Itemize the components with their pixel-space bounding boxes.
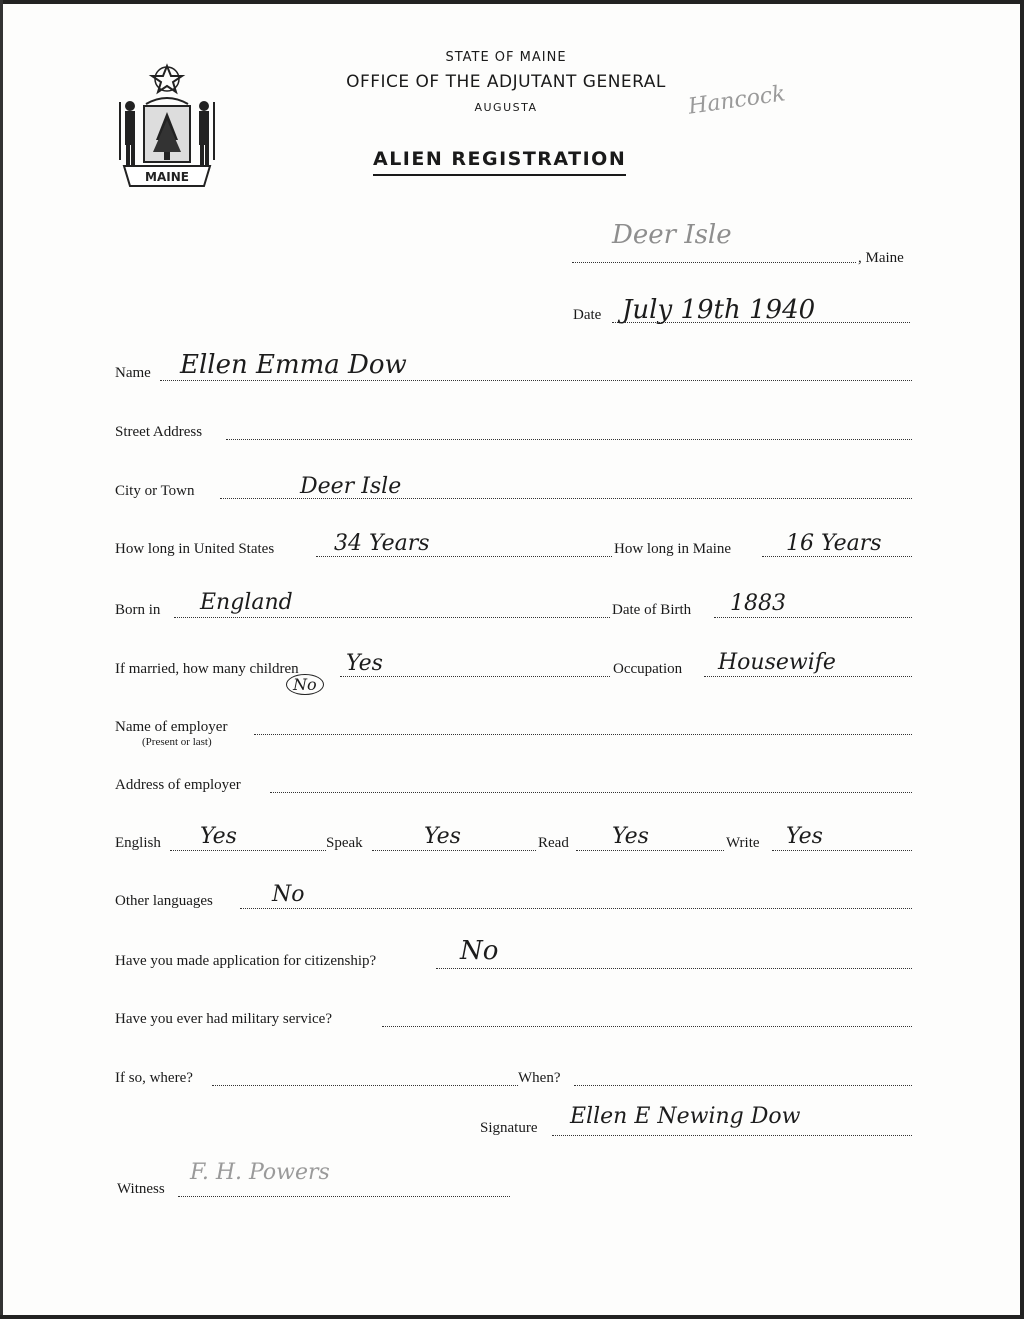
- witness-label: Witness: [117, 1181, 165, 1197]
- speak-label: Speak: [326, 835, 363, 851]
- header-state: STATE OF MAINE: [445, 50, 567, 65]
- english-line: [170, 850, 326, 851]
- signature-line: [552, 1135, 912, 1136]
- children-label: If married, how many children: [115, 661, 299, 677]
- margin-note-county: Hancock: [686, 81, 787, 120]
- signature-value: Ellen E Newing Dow: [570, 1104, 801, 1129]
- us-duration-label: How long in United States: [115, 541, 275, 557]
- dob-label: Date of Birth: [612, 602, 692, 618]
- english-value: Yes: [200, 824, 237, 849]
- witness-value: F. H. Powers: [190, 1160, 330, 1185]
- date-value: July 19th 1940: [622, 295, 816, 325]
- english-label: English: [115, 835, 161, 851]
- speak-value: Yes: [424, 824, 461, 849]
- occupation-line: [704, 676, 912, 677]
- town-suffix: , Maine: [858, 250, 904, 266]
- other-languages-line: [240, 908, 912, 909]
- town-line: [572, 262, 856, 263]
- scan-border-right: [1020, 0, 1024, 1319]
- employer-line: [254, 734, 912, 735]
- header-city: AUGUSTA: [474, 101, 538, 114]
- citizenship-line: [436, 968, 912, 969]
- when-label: When?: [518, 1070, 561, 1086]
- maine-duration-label: How long in Maine: [614, 541, 732, 557]
- name-value: Ellen Emma Dow: [180, 350, 407, 380]
- other-languages-value: No: [272, 882, 305, 907]
- name-line: [160, 380, 912, 381]
- employer-label: Name of employer: [115, 719, 228, 735]
- born-in-line: [174, 617, 610, 618]
- street-label: Street Address: [115, 424, 203, 440]
- city-value: Deer Isle: [300, 474, 402, 499]
- us-duration-value: 34 Years: [334, 531, 430, 556]
- other-languages-label: Other languages: [115, 893, 213, 909]
- dob-line: [714, 617, 912, 618]
- citizenship-label: Have you made application for citizenship?: [115, 953, 377, 969]
- speak-line: [372, 850, 536, 851]
- seal-motto: MAINE: [145, 170, 189, 184]
- children-note: No: [286, 674, 324, 695]
- scan-border-bottom: [0, 1315, 1024, 1319]
- read-label: Read: [538, 835, 569, 851]
- scan-border-top: [0, 0, 1024, 4]
- occupation-label: Occupation: [613, 661, 683, 677]
- maine-duration-line: [762, 556, 912, 557]
- read-value: Yes: [612, 824, 649, 849]
- signature-label: Signature: [480, 1120, 538, 1136]
- employer-address-line: [270, 792, 912, 793]
- street-line: [226, 439, 912, 440]
- where-line: [212, 1085, 518, 1086]
- name-label: Name: [115, 365, 151, 381]
- where-label: If so, where?: [115, 1070, 193, 1086]
- header-office: OFFICE OF THE ADJUTANT GENERAL: [346, 72, 666, 92]
- us-duration-line: [316, 556, 612, 557]
- witness-line: [178, 1196, 510, 1197]
- military-line: [382, 1026, 912, 1027]
- occupation-value: Housewife: [718, 650, 836, 675]
- date-label: Date: [573, 307, 602, 323]
- maine-duration-value: 16 Years: [786, 531, 882, 556]
- town-value: Deer Isle: [612, 220, 732, 250]
- employer-sublabel: (Present or last): [142, 736, 212, 748]
- city-label: City or Town: [115, 483, 195, 499]
- born-in-value: England: [200, 590, 293, 615]
- employer-address-label: Address of employer: [115, 777, 241, 793]
- write-line: [772, 850, 912, 851]
- write-value: Yes: [786, 824, 823, 849]
- citizenship-value: No: [460, 936, 499, 966]
- born-in-label: Born in: [115, 602, 161, 618]
- scan-border-left: [0, 0, 3, 1319]
- form-title: ALIEN REGISTRATION: [373, 148, 626, 176]
- children-value: Yes: [346, 651, 383, 676]
- write-label: Write: [726, 835, 760, 851]
- read-line: [576, 850, 724, 851]
- when-line: [574, 1085, 912, 1086]
- dob-value: 1883: [730, 591, 786, 616]
- children-line: [340, 676, 610, 677]
- military-label: Have you ever had military service?: [115, 1011, 332, 1027]
